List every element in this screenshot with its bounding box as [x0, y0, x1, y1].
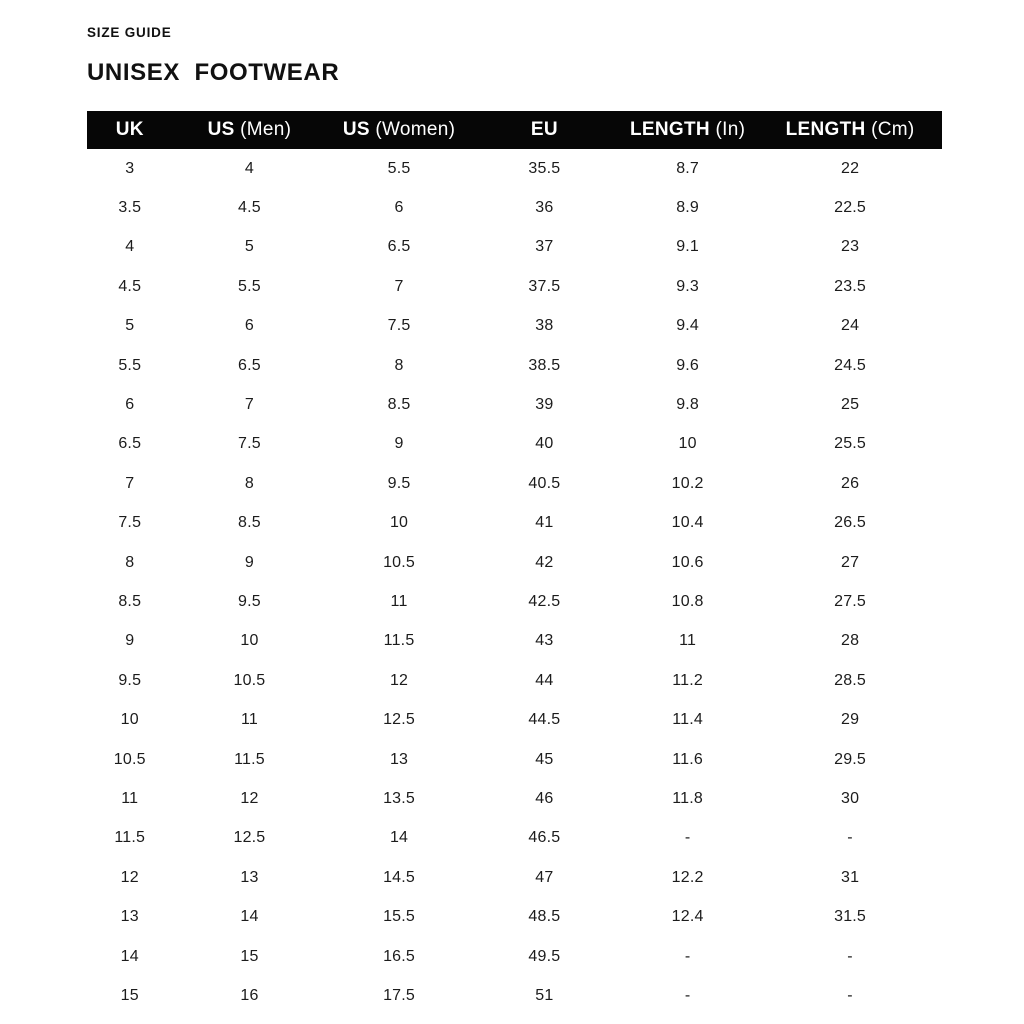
table-cell: 42 [535, 553, 554, 571]
table-cell: 5 [125, 317, 135, 335]
table-cell: 9 [244, 553, 254, 571]
column-header-main: US [342, 119, 370, 140]
table-cell: 25 [840, 396, 860, 414]
table-cell: 27.5 [834, 592, 867, 610]
column-header [173, 111, 327, 149]
table-cell: 42.5 [528, 592, 561, 610]
table-cell: 5.5 [387, 159, 411, 177]
table-cell: 11 [390, 592, 408, 610]
table-cell: 8 [125, 553, 135, 571]
table-cell: 4.5 [238, 199, 261, 217]
table-body [87, 149, 942, 1016]
size-guide-label: SIZE GUIDE [87, 25, 172, 40]
table-cell: 8.9 [676, 199, 700, 217]
table-cell: 9.5 [238, 592, 261, 610]
table-cell: 9.3 [676, 277, 700, 295]
column-header-main: LENGTH [785, 119, 866, 140]
table-cell: 4 [125, 238, 135, 256]
table-cell: 17.5 [383, 986, 416, 1004]
table-row [87, 582, 942, 621]
table-cell: 49.5 [528, 947, 561, 965]
table-cell: 31 [840, 868, 860, 886]
table-cell: 11 [240, 711, 258, 729]
table-cell: 11.4 [672, 711, 703, 729]
table-cell: 45 [535, 750, 554, 768]
table-cell: - [847, 947, 853, 965]
table-cell: 8 [244, 474, 254, 492]
table-cell: 8.5 [387, 396, 411, 414]
table-cell: 37 [535, 238, 554, 256]
table-cell: 7 [394, 277, 404, 295]
table-cell: - [684, 947, 691, 965]
column-header-main: LENGTH [630, 119, 710, 140]
table-cell: 5.5 [238, 277, 261, 295]
table-cell: 11.5 [114, 829, 146, 847]
column-header-sub: (In) [709, 119, 746, 140]
table-cell: 7.5 [118, 514, 142, 532]
table-cell: 29 [840, 711, 860, 729]
table-cell: 10.4 [671, 514, 704, 532]
table-cell: - [847, 986, 853, 1004]
column-header [326, 111, 471, 149]
table-cell: 36 [535, 199, 554, 217]
table-cell: 37.5 [528, 277, 561, 295]
table-cell: 46 [535, 789, 554, 807]
table-cell: 23 [840, 238, 860, 256]
table-cell: 13 [120, 908, 139, 926]
table-cell: 29.5 [834, 750, 867, 768]
table-cell: 10.5 [113, 750, 146, 768]
table-cell: 3 [125, 159, 135, 177]
table-cell: 14 [240, 908, 259, 926]
table-cell: 25.5 [834, 435, 867, 453]
table-row [87, 937, 942, 976]
table-row [87, 188, 942, 227]
table-cell: 9 [394, 435, 404, 453]
column-header-sub: (Men) [234, 119, 292, 140]
table-cell: 11.8 [672, 789, 703, 807]
table-cell: 10.5 [383, 553, 416, 571]
table-cell: 9.1 [676, 238, 700, 256]
column-header-main: EU [530, 119, 558, 140]
table-row [87, 425, 942, 464]
table-cell: 7 [244, 396, 254, 414]
column-header-main: US [207, 119, 235, 140]
table-cell: 11.6 [672, 750, 703, 768]
table-cell: 5 [244, 238, 254, 256]
table-header-row [87, 111, 942, 149]
table-cell: 16 [240, 986, 259, 1004]
table-cell: 26.5 [834, 514, 867, 532]
table-row [87, 149, 942, 188]
table-cell: 8.5 [118, 592, 142, 610]
table-cell: 12 [389, 671, 409, 689]
table-cell: 7 [125, 474, 135, 492]
column-header-main: UK [115, 119, 144, 140]
table-cell: 15 [120, 986, 139, 1004]
table-row [87, 543, 942, 582]
table-cell: 4 [244, 159, 254, 177]
table-cell: 6.5 [118, 435, 142, 453]
table-cell: 8.5 [238, 514, 261, 532]
table-cell: 12.5 [233, 829, 266, 847]
table-cell: 6 [244, 317, 254, 335]
table-cell: 11.2 [672, 671, 703, 689]
table-cell: 6 [125, 396, 135, 414]
table-cell: 9.6 [676, 356, 700, 374]
table-cell: 5.5 [118, 356, 142, 374]
table-cell: 12.2 [671, 868, 704, 886]
table-cell: 15 [240, 947, 259, 965]
table-cell: 28.5 [834, 671, 867, 689]
table-cell: 10 [678, 435, 697, 453]
column-header [87, 111, 173, 149]
page-title: UNISEX FOOTWEAR [87, 59, 340, 86]
table-cell: 9 [125, 632, 135, 650]
table-cell: 27 [840, 553, 860, 571]
table-cell: 16.5 [383, 947, 416, 965]
table-cell: 9.8 [676, 396, 700, 414]
table-cell: 9.5 [387, 474, 411, 492]
table-cell: - [684, 829, 691, 847]
table-cell: 11 [679, 632, 697, 650]
table-cell: 9.4 [676, 317, 700, 335]
table-row [87, 504, 942, 543]
table-cell: 26 [840, 474, 860, 492]
table-cell: 8 [394, 356, 404, 374]
table-cell: 38.5 [528, 356, 561, 374]
table-cell: 13 [240, 868, 259, 886]
table-cell: 43 [535, 632, 554, 650]
table-row [87, 661, 942, 700]
table-row [87, 779, 942, 818]
table-cell: 23.5 [834, 277, 867, 295]
table-cell: 11.5 [234, 750, 265, 768]
table-cell: 28 [840, 632, 860, 650]
table-row [87, 228, 942, 267]
table-row [87, 385, 942, 424]
table-cell: 24.5 [834, 356, 867, 374]
table-row [87, 464, 942, 503]
column-header [758, 111, 942, 149]
column-header [617, 111, 758, 149]
table-cell: 22 [840, 159, 860, 177]
table-cell: 10.6 [671, 553, 704, 571]
table-cell: 10 [120, 711, 139, 729]
table-cell: 15.5 [383, 908, 416, 926]
table-cell: 10 [389, 514, 409, 532]
table-cell: 24 [840, 317, 860, 335]
table-cell: 3.5 [118, 199, 142, 217]
table-row [87, 740, 942, 779]
table-row [87, 858, 942, 897]
table-cell: 13.5 [383, 789, 416, 807]
table-cell: 40 [535, 435, 554, 453]
table-row [87, 700, 942, 739]
table-row [87, 622, 942, 661]
table-row [87, 346, 942, 385]
table-cell: 14 [389, 829, 409, 847]
table-cell: 38 [535, 317, 554, 335]
table-row [87, 267, 942, 306]
table-cell: 6.5 [238, 356, 261, 374]
table-cell: 30 [840, 789, 860, 807]
table-head [87, 111, 942, 149]
table-cell: 12.5 [383, 711, 416, 729]
table-cell: 8.7 [676, 159, 700, 177]
table-row [87, 307, 942, 346]
table-cell: 47 [535, 868, 554, 886]
table-cell: 44 [535, 671, 554, 689]
table-cell: - [847, 829, 853, 847]
table-cell: 31.5 [834, 908, 867, 926]
table-cell: 12 [240, 789, 259, 807]
table-cell: 11.5 [383, 632, 415, 650]
table-cell: 46.5 [528, 829, 561, 847]
table-cell: 9.5 [118, 671, 142, 689]
size-conversion-table [87, 111, 942, 1016]
table-cell: 12.4 [671, 908, 704, 926]
table-cell: 14 [120, 947, 139, 965]
table-cell: 14.5 [383, 868, 416, 886]
table-cell: 7.5 [238, 435, 261, 453]
table-cell: 4.5 [118, 277, 142, 295]
table-cell: 51 [535, 986, 554, 1004]
table-cell: 22.5 [834, 199, 867, 217]
table-cell: 10.5 [233, 671, 266, 689]
table-row [87, 819, 942, 858]
table-cell: - [684, 986, 691, 1004]
table-cell: 10.8 [671, 592, 704, 610]
table-cell: 44.5 [528, 711, 561, 729]
column-header-sub: (Women) [369, 119, 456, 140]
table-cell: 39 [535, 396, 554, 414]
table-row [87, 897, 942, 936]
table-cell: 10 [240, 632, 259, 650]
table-cell: 12 [120, 868, 139, 886]
table-cell: 7.5 [387, 317, 411, 335]
table-cell: 35.5 [528, 159, 561, 177]
table-cell: 11 [121, 789, 139, 807]
table-row [87, 976, 942, 1015]
table-cell: 13 [389, 750, 409, 768]
table-cell: 41 [535, 514, 554, 532]
column-header [472, 111, 617, 149]
table-cell: 48.5 [528, 908, 561, 926]
table-cell: 40.5 [528, 474, 561, 492]
table-cell: 10.2 [671, 474, 704, 492]
table-cell: 6.5 [387, 238, 411, 256]
column-header-sub: (Cm) [865, 119, 915, 140]
table-cell: 6 [394, 199, 404, 217]
